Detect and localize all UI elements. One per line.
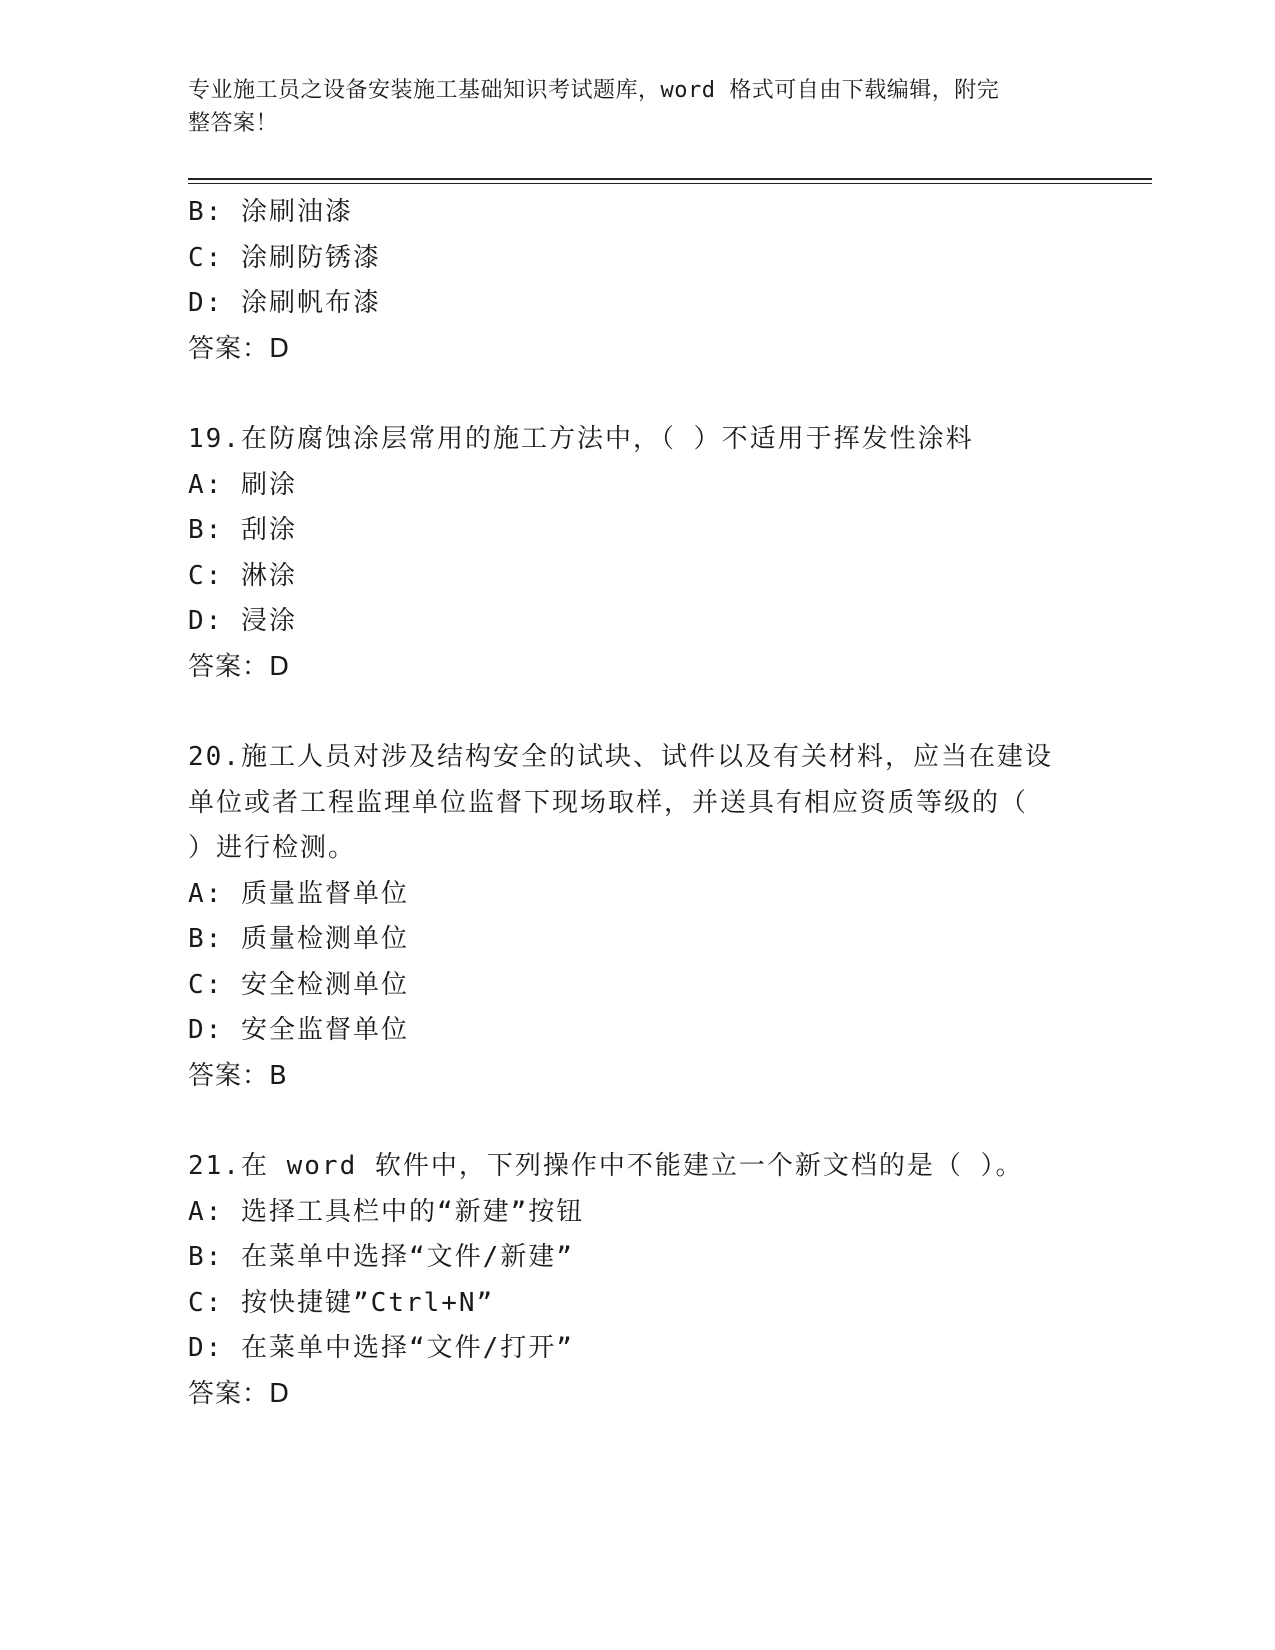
spacer: [188, 372, 1108, 417]
option-b: B: 在菜单中选择“文件/新建”: [188, 1242, 574, 1272]
spacer: [188, 1099, 1108, 1144]
question-stem-line-3: ）进行检测。: [188, 833, 357, 863]
option-c: C: 淋涂: [188, 560, 297, 591]
question-stem-line-1: 20.施工人员对涉及结构安全的试块、试件以及有关材料，应当在建设: [188, 742, 1053, 772]
answer: 答案：B: [188, 1060, 288, 1091]
question-stem-line-2: 单位或者工程监理单位监督下现场取样，并送具有相应资质等级的（: [188, 787, 1029, 818]
option-d: D: 在菜单中选择“文件/打开”: [188, 1333, 574, 1363]
option-a: A: 选择工具栏中的“新建”按钮: [188, 1196, 585, 1227]
question-18: [188, 190, 1108, 372]
option-a: A: 质量监督单位: [188, 878, 409, 909]
answer: 答案：D: [188, 651, 291, 682]
option-d: D: 涂刷帆布漆: [188, 288, 381, 318]
header-line-1: 专业施工员之设备安装施工基础知识考试题库，word 格式可自由下载编辑，附完: [188, 78, 1000, 103]
header-line-2: 整答案！: [188, 111, 279, 136]
option-d: D: 安全监督单位: [188, 1015, 409, 1045]
option-a: A: 刷涂: [188, 469, 297, 500]
option-b: B: 刮涂: [188, 515, 297, 545]
answer: 答案：D: [188, 333, 291, 364]
question-20: [188, 735, 1108, 1099]
header-divider-thin: [188, 183, 1152, 184]
question-list: [188, 190, 1108, 1417]
option-c: C: 涂刷防锈漆: [188, 242, 381, 273]
option-c: C: 安全检测单位: [188, 969, 409, 1000]
option-c: C: 按快捷键”Ctrl+N”: [188, 1287, 495, 1318]
header-divider-thick: [188, 178, 1152, 180]
page-header: [188, 74, 1068, 140]
question-19: [188, 417, 1108, 690]
spacer: [188, 690, 1108, 735]
option-b: B: 涂刷油漆: [188, 197, 353, 227]
answer: 答案：D: [188, 1378, 291, 1409]
question-21: [188, 1144, 1108, 1417]
option-d: D: 浸涂: [188, 606, 297, 636]
option-b: B: 质量检测单位: [188, 924, 409, 954]
question-stem: 21.在 word 软件中，下列操作中不能建立一个新文档的是（ ）。: [188, 1151, 1024, 1181]
question-stem: 19.在防腐蚀涂层常用的施工方法中，（ ）不适用于挥发性涂料: [188, 424, 974, 454]
